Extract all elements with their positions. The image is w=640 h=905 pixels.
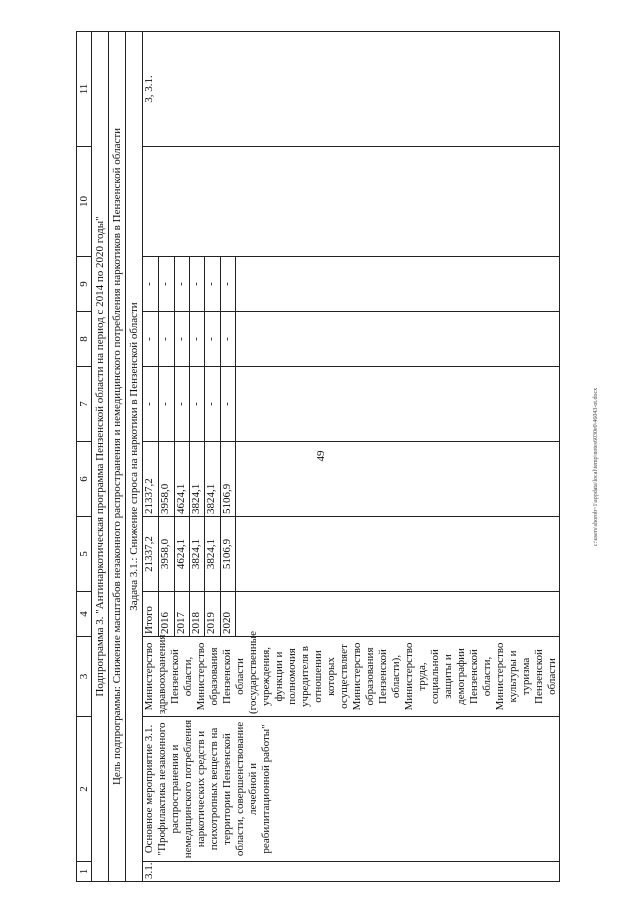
value-cell: - bbox=[174, 257, 189, 312]
col-num-4: 4 bbox=[77, 592, 92, 637]
empty-cell bbox=[235, 257, 559, 312]
value-cell: 3958,0 bbox=[159, 442, 174, 517]
value-cell: - bbox=[159, 312, 174, 367]
indicator-ref: 3, 3.1. bbox=[143, 32, 560, 147]
year-cell: 2017 bbox=[174, 592, 189, 637]
value-cell: - bbox=[220, 367, 235, 442]
value-cell: 3824,1 bbox=[190, 517, 205, 592]
value-cell: - bbox=[190, 312, 205, 367]
value-cell: - bbox=[143, 257, 159, 312]
empty-cell bbox=[235, 517, 559, 592]
col-num-2: 2 bbox=[77, 717, 92, 862]
task-row bbox=[126, 32, 143, 882]
value-cell: - bbox=[159, 257, 174, 312]
row-number: 3.1. bbox=[143, 862, 560, 882]
year-cell: 2019 bbox=[205, 592, 220, 637]
executor: Министерство здравоохранения Пензенской области, Министерство образования Пензенской области (государственные учреждения, функции и полномочия учредителя в отношении которых осуществляет Министерство образования Пензенской области), Министерство труда, социальной защиты и демографии Пензенской области, Министерство культуры и туризма Пензенской области bbox=[143, 637, 560, 717]
value-cell: 4624,1 bbox=[174, 517, 189, 592]
subprogram-title: Подпрограмма 3. "Антинаркотическая программа Пензенской области на период с 2014 по 2020 годы" bbox=[92, 32, 109, 882]
value-cell: - bbox=[205, 367, 220, 442]
value-cell: 3824,1 bbox=[190, 442, 205, 517]
value-cell: - bbox=[174, 367, 189, 442]
value-cell: - bbox=[220, 257, 235, 312]
task-text: Задача 3.1.: Снижение спроса на наркотики в Пензенской области bbox=[126, 32, 143, 882]
year-cell: 2020 bbox=[220, 592, 235, 637]
value-cell: 4624,1 bbox=[174, 442, 189, 517]
value-cell: 5106,9 bbox=[220, 442, 235, 517]
page-number: 49 bbox=[315, 450, 327, 462]
year-cell: Итого bbox=[143, 592, 159, 637]
col-num-1: 1 bbox=[77, 862, 92, 882]
empty-cell bbox=[235, 312, 559, 367]
col-num-6: 6 bbox=[77, 442, 92, 517]
col-num-8: 8 bbox=[77, 312, 92, 367]
table-row bbox=[143, 32, 159, 882]
column-number-row bbox=[77, 32, 92, 882]
goal-text: Цель подпрограммы: Снижение масштабов незаконного распространения и немедицинского потребления наркотиков в Пензенской области bbox=[109, 32, 126, 882]
rotated-table-frame bbox=[76, 32, 638, 882]
value-cell: - bbox=[143, 367, 159, 442]
col-num-10: 10 bbox=[77, 147, 92, 257]
value-cell: 3824,1 bbox=[205, 517, 220, 592]
value-cell: - bbox=[159, 367, 174, 442]
value-cell: - bbox=[205, 257, 220, 312]
value-cell: 3958,0 bbox=[159, 517, 174, 592]
value-cell: - bbox=[220, 312, 235, 367]
col-num-11: 11 bbox=[77, 32, 92, 147]
col-num-3: 3 bbox=[77, 637, 92, 717]
value-cell: - bbox=[190, 367, 205, 442]
program-table bbox=[76, 31, 560, 882]
footer-file-path: c:\users\shorob~1\appdata\local\temp\notes6030e0\46043-ot.docx bbox=[593, 387, 599, 547]
col-num-5: 5 bbox=[77, 517, 92, 592]
empty-cell bbox=[143, 147, 560, 257]
col-num-9: 9 bbox=[77, 257, 92, 312]
event-name: Основное мероприятие 3.1. "Профилактика незаконного распространения и немедицинского потребления наркотических средств и психотропных веществ на территории Пензенской области, совершенствование лечебной и реабилитационной работы" bbox=[143, 717, 560, 862]
value-cell: - bbox=[190, 257, 205, 312]
value-cell: 3824,1 bbox=[205, 442, 220, 517]
value-cell: 21337,2 bbox=[143, 442, 159, 517]
value-cell: 21337,2 bbox=[143, 517, 159, 592]
value-cell: - bbox=[174, 312, 189, 367]
year-cell: 2016 bbox=[159, 592, 174, 637]
subprogram-row bbox=[92, 32, 109, 882]
value-cell: 5106,9 bbox=[220, 517, 235, 592]
value-cell: - bbox=[143, 312, 159, 367]
year-cell: 2018 bbox=[190, 592, 205, 637]
value-cell: - bbox=[205, 312, 220, 367]
goal-row bbox=[109, 32, 126, 882]
empty-cell bbox=[235, 592, 559, 637]
empty-cell bbox=[235, 442, 559, 517]
col-num-7: 7 bbox=[77, 367, 92, 442]
empty-cell bbox=[235, 367, 559, 442]
